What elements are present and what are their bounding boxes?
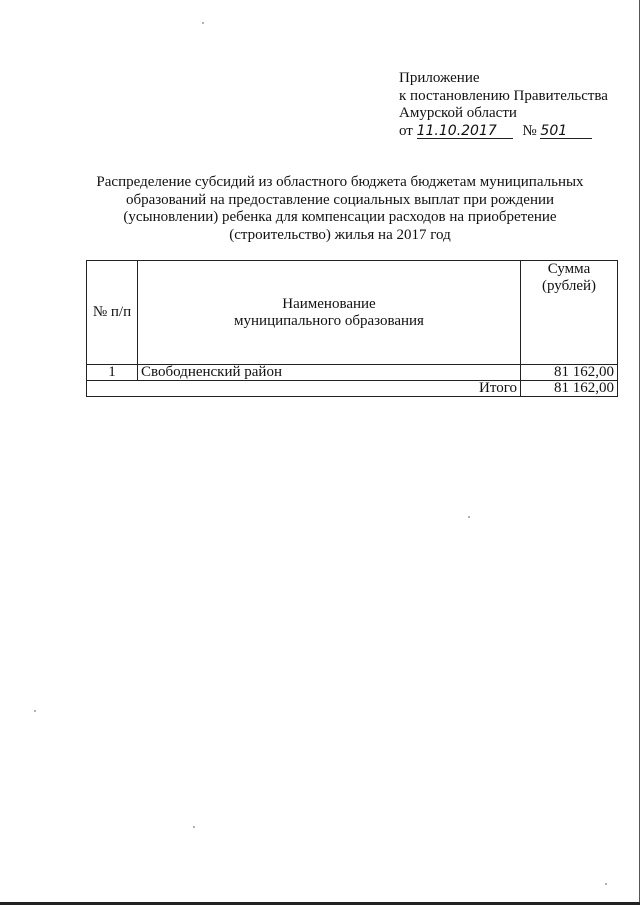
header-num: № п/п — [87, 261, 138, 365]
title-line-2: образований на предоставление социальных выплат при рождении — [125, 191, 555, 208]
title-line-4: (строительство) жилья на 2017 год — [229, 226, 451, 243]
scan-speck — [202, 22, 204, 24]
header-name-line-2: муниципального образования — [234, 312, 424, 329]
title-line-3: (усыновлении) ребенка для компенсации расходов на приобретение — [123, 209, 557, 225]
appendix-line-1: Приложение — [399, 70, 480, 86]
title-line-1: Распределение субсидий из областного бюджета бюджетам муниципальных — [96, 174, 584, 190]
handwritten-date: 11.10.2017 — [417, 124, 513, 139]
header-name-line-1: Наименование — [282, 295, 376, 312]
scan-speck — [193, 826, 195, 828]
document-title — [80, 174, 600, 244]
subsidy-table — [86, 260, 618, 397]
header-sum — [521, 261, 618, 365]
appendix-line-3: Амурской области — [399, 105, 517, 121]
handwritten-number: 501 — [540, 124, 592, 139]
scan-speck — [468, 516, 470, 518]
row-num: 1 — [87, 365, 138, 381]
row-sum: 81 162,00 — [521, 365, 618, 381]
row-name: Свободненский район — [138, 365, 521, 381]
date-prefix: от — [399, 122, 413, 139]
header-sum-line-1: Сумма — [547, 261, 591, 277]
total-label: Итого — [87, 381, 521, 397]
header-sum-line-2: (рублей) — [541, 278, 597, 294]
header-name — [138, 261, 521, 365]
table-header-row — [87, 261, 618, 365]
appendix-line-2: к постановлению Правительства — [399, 87, 608, 104]
appendix-date-line — [399, 123, 629, 141]
appendix-block — [399, 70, 629, 140]
scan-speck — [34, 710, 36, 712]
table-row — [87, 365, 618, 381]
number-prefix: № — [522, 122, 537, 139]
scan-speck — [605, 883, 607, 885]
total-sum: 81 162,00 — [521, 381, 618, 397]
table-total-row — [87, 381, 618, 397]
